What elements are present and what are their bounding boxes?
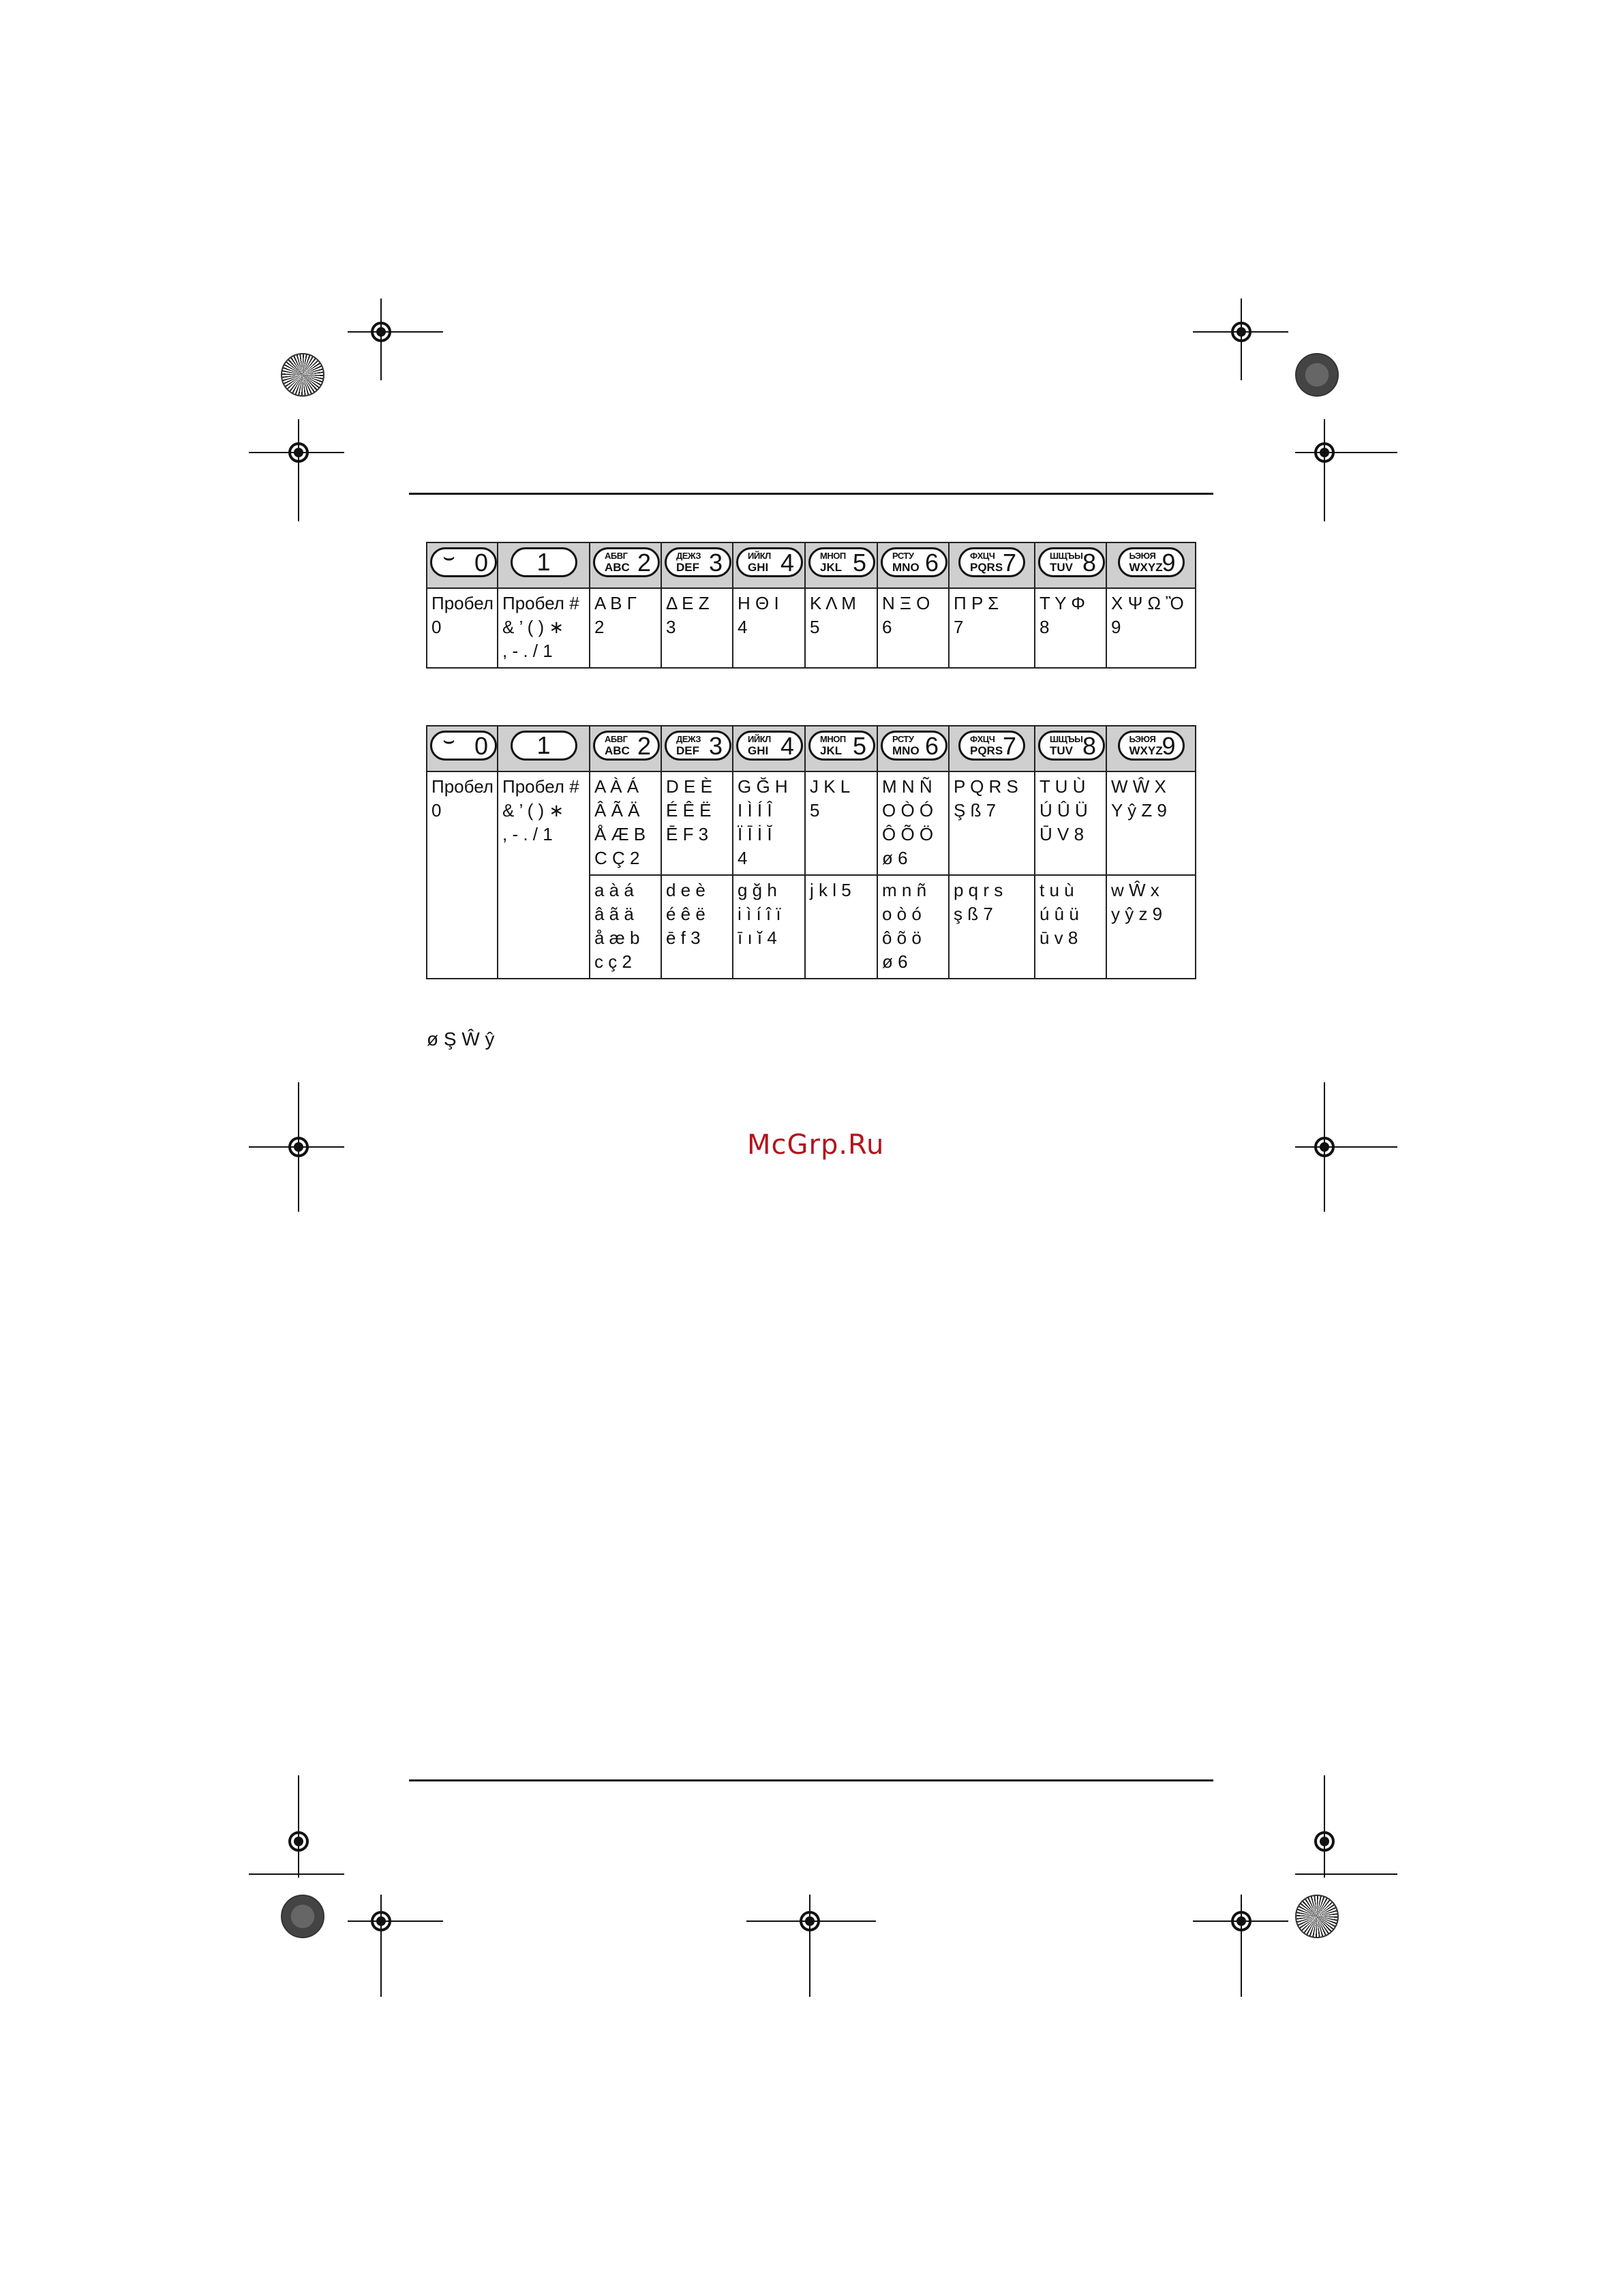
char-cell: [949, 588, 1035, 668]
uppercase-char-cell: [877, 771, 949, 875]
lowercase-char-cell: [590, 875, 661, 979]
char-line: Δ Ε Ζ: [666, 593, 710, 613]
key-latin-letters: GHI: [748, 561, 769, 574]
key-digit: 1: [536, 731, 551, 759]
key-cyrillic-letters: РСТУ: [892, 734, 914, 744]
key-cyrillic-letters: РСТУ: [892, 551, 914, 561]
key-digit: 4: [780, 732, 794, 760]
char-line: Ï Ī İ Ĭ: [738, 824, 772, 844]
key-header-cell: [877, 542, 949, 588]
lowercase-char-cell: [805, 875, 877, 979]
key-latin-letters: DEF: [676, 561, 699, 574]
key-digit: 2: [637, 732, 651, 760]
uppercase-char-cell: [949, 771, 1035, 875]
key-latin-letters: PQRS: [970, 561, 1003, 574]
char-line: ş ß 7: [954, 904, 993, 924]
char-line: Пробел: [431, 776, 494, 797]
key-cyrillic-letters: ФХЦЧ: [970, 734, 995, 744]
char-line: w Ŵ x: [1111, 880, 1159, 900]
key-header-cell: [733, 542, 805, 588]
uppercase-char-cell: [805, 771, 877, 875]
space-icon: ⌣: [443, 730, 455, 750]
char-line: É Ê Ë: [666, 800, 712, 821]
key-latin-letters: JKL: [820, 744, 843, 757]
top-rule: [409, 493, 1213, 495]
char-cell: [590, 588, 661, 668]
char-line: A À Á: [594, 776, 639, 797]
key-header-cell: [498, 726, 590, 771]
char-line: 0: [431, 617, 442, 637]
char-line: Ē F 3: [666, 824, 709, 844]
keypad-key-icon: [958, 547, 1025, 577]
char-line: ē f 3: [666, 928, 701, 948]
char-line: o ò ó: [882, 904, 922, 924]
char-line: Пробел: [431, 593, 494, 613]
lowercase-char-cell: [661, 875, 733, 979]
char-line: Η Θ Ι: [738, 593, 779, 613]
char-line: t u ù: [1040, 880, 1074, 900]
char-line: å æ b: [594, 928, 640, 948]
key-digit: 8: [1082, 732, 1096, 760]
char-line: Ν Ξ Ο: [882, 593, 930, 613]
key-header-cell: [805, 726, 877, 771]
key-digit: 6: [924, 549, 939, 577]
key-latin-letters: TUV: [1050, 744, 1073, 757]
char-line: Ú Û Ü: [1040, 800, 1088, 821]
keypad-key-icon: [665, 547, 731, 577]
char-line: 5: [810, 617, 820, 637]
char-line: é ê ë: [666, 904, 706, 924]
key-header-cell: [427, 542, 498, 588]
lowercase-char-cell: [1035, 875, 1106, 979]
char-line: ū v 8: [1040, 928, 1078, 948]
char-line: 4: [738, 617, 748, 637]
keypad-key-icon: [430, 731, 497, 761]
char-line: M N Ñ: [882, 776, 932, 797]
char-line: 0: [431, 800, 442, 821]
key-latin-letters: WXYZ: [1129, 744, 1163, 757]
char-line: P Q R S: [954, 776, 1018, 797]
char-line: ø 6: [882, 848, 908, 868]
key-header-cell: [661, 542, 733, 588]
char-line: G Ğ H: [738, 776, 788, 797]
char-line: & ’ ( ) ∗: [502, 800, 564, 821]
lowercase-char-cell: [1106, 875, 1196, 979]
key-cyrillic-letters: ЬЭЮЯ: [1129, 551, 1156, 561]
key-header-cell: [733, 726, 805, 771]
char-line: Å Æ B: [594, 824, 646, 844]
char-line: 4: [738, 848, 748, 868]
key-cyrillic-letters: ЬЭЮЯ: [1129, 734, 1156, 744]
char-line: 7: [954, 617, 964, 637]
keypad-key-icon: [881, 731, 947, 761]
key-cyrillic-letters: ШЩЪЫ: [1050, 551, 1083, 561]
print-rosette: [281, 1895, 324, 1938]
char-cell: [1106, 588, 1196, 668]
uppercase-char-cell: [590, 771, 661, 875]
keypad-key-icon: [511, 547, 577, 577]
key-digit: 7: [1002, 549, 1016, 577]
char-line: Α Β Γ: [594, 593, 637, 613]
char-line: T U Ù: [1040, 776, 1086, 797]
keypad-key-icon: [1038, 547, 1105, 577]
char-line: d e è: [666, 880, 706, 900]
keypad-key-icon: [511, 731, 577, 761]
key-digit: 0: [474, 732, 488, 760]
char-line: D E È: [666, 776, 712, 797]
key-cyrillic-letters: ДЕЖЗ: [676, 734, 701, 744]
key-cyrillic-letters: МНОП: [820, 551, 846, 561]
key-header-cell: [498, 542, 590, 588]
key-cyrillic-letters: ИЙКЛ: [748, 734, 771, 744]
keypad-key-icon: [1038, 731, 1105, 761]
char-line: 5: [810, 800, 820, 821]
key-digit: 3: [708, 732, 723, 760]
key-header-cell: [590, 726, 661, 771]
key-digit: 2: [637, 549, 651, 577]
char-line: 3: [666, 617, 676, 637]
key-digit: 8: [1082, 549, 1096, 577]
char-line: W Ŵ X: [1111, 776, 1166, 797]
key-digit: 6: [924, 732, 939, 760]
lowercase-char-cell: [949, 875, 1035, 979]
char-line: Ô Õ Ö: [882, 824, 934, 844]
key-header-cell: [1106, 542, 1196, 588]
uppercase-char-cell: [427, 771, 498, 979]
char-line: m n ñ: [882, 880, 927, 900]
key-header-cell: [1035, 542, 1106, 588]
uppercase-char-cell: [661, 771, 733, 875]
char-line: Пробел #: [502, 776, 579, 797]
key-digit: 4: [780, 549, 794, 577]
greek-character-table: [426, 542, 1196, 669]
key-digit: 3: [708, 549, 723, 577]
lowercase-char-cell: [733, 875, 805, 979]
char-cell: [661, 588, 733, 668]
char-line: C Ç 2: [594, 848, 640, 868]
key-header-cell: [949, 726, 1035, 771]
key-latin-letters: ABC: [605, 744, 630, 757]
key-digit: 9: [1162, 549, 1176, 577]
keypad-key-icon: [808, 731, 875, 761]
char-cell: [877, 588, 949, 668]
char-line: Τ Υ Φ: [1040, 593, 1086, 613]
keypad-key-icon: [736, 731, 803, 761]
key-digit: 1: [536, 548, 551, 576]
key-latin-letters: PQRS: [970, 744, 1003, 757]
char-line: 9: [1111, 617, 1121, 637]
char-line: ī ı ĭ 4: [738, 928, 777, 948]
latin-character-table: [426, 725, 1196, 979]
char-line: , - . / 1: [502, 824, 553, 844]
key-latin-letters: JKL: [820, 561, 843, 574]
char-line: 8: [1040, 617, 1050, 637]
key-latin-letters: ABC: [605, 561, 630, 574]
keypad-key-icon: [665, 731, 731, 761]
uppercase-char-cell: [1035, 771, 1106, 875]
char-line: J K L: [810, 776, 851, 797]
char-line: Y ŷ Z 9: [1111, 800, 1167, 821]
keypad-key-icon: [1118, 547, 1185, 577]
key-latin-letters: MNO: [892, 561, 920, 574]
print-rosette: [281, 353, 324, 397]
char-cell: [805, 588, 877, 668]
char-line: ô õ ö: [882, 928, 922, 948]
char-line: Пробел #: [502, 593, 579, 613]
key-latin-letters: WXYZ: [1129, 561, 1163, 574]
char-line: Χ Ψ Ω Ὂ: [1111, 593, 1184, 613]
char-line: O Ò Ó: [882, 800, 934, 821]
char-line: ø 6: [882, 951, 908, 972]
key-latin-letters: GHI: [748, 744, 769, 757]
char-line: 2: [594, 617, 605, 637]
char-line: c ç 2: [594, 951, 632, 972]
key-header-cell: [661, 726, 733, 771]
char-line: & ’ ( ) ∗: [502, 617, 564, 637]
keypad-key-icon: [593, 547, 660, 577]
char-line: y ŷ z 9: [1111, 904, 1163, 924]
key-digit: 7: [1002, 732, 1016, 760]
key-digit: 9: [1162, 732, 1176, 760]
char-line: â ã ä: [594, 904, 634, 924]
char-line: g ğ h: [738, 880, 777, 900]
char-cell: [498, 588, 590, 668]
key-latin-letters: DEF: [676, 744, 699, 757]
key-cyrillic-letters: ФХЦЧ: [970, 551, 995, 561]
uppercase-char-cell: [1106, 771, 1196, 875]
char-line: Ū V 8: [1040, 824, 1084, 844]
char-line: Κ Λ Μ: [810, 593, 856, 613]
watermark: McGrp.Ru: [747, 1129, 885, 1161]
key-latin-letters: MNO: [892, 744, 920, 757]
key-header-cell: [877, 726, 949, 771]
char-line: i ì í î ï: [738, 904, 781, 924]
key-digit: 0: [474, 549, 488, 577]
char-cell: [1035, 588, 1106, 668]
char-line: Π Ρ Σ: [954, 593, 999, 613]
keypad-key-icon: [881, 547, 947, 577]
key-cyrillic-letters: ИЙКЛ: [748, 551, 771, 561]
keypad-key-icon: [736, 547, 803, 577]
key-cyrillic-letters: ДЕЖЗ: [676, 551, 701, 561]
key-header-cell: [590, 542, 661, 588]
bottom-rule: [409, 1779, 1213, 1781]
special-characters-footnote: ø Ş Ŵ ŷ: [427, 1028, 495, 1050]
space-icon: ⌣: [443, 547, 455, 567]
key-digit: 5: [852, 549, 866, 577]
char-line: Ş ß 7: [954, 800, 997, 821]
keypad-key-icon: [430, 547, 497, 577]
char-line: Â Ã Ä: [594, 800, 640, 821]
key-latin-letters: TUV: [1050, 561, 1073, 574]
char-line: , - . / 1: [502, 641, 553, 661]
key-header-cell: [949, 542, 1035, 588]
key-header-cell: [1035, 726, 1106, 771]
keypad-key-icon: [958, 731, 1025, 761]
key-header-cell: [805, 542, 877, 588]
key-digit: 5: [852, 732, 866, 760]
keypad-key-icon: [593, 731, 660, 761]
lowercase-char-cell: [877, 875, 949, 979]
key-header-cell: [1106, 726, 1196, 771]
char-cell: [427, 588, 498, 668]
uppercase-char-cell: [733, 771, 805, 875]
keypad-key-icon: [808, 547, 875, 577]
char-line: a à á: [594, 880, 634, 900]
print-rosette: [1295, 353, 1339, 397]
char-line: p q r s: [954, 880, 1003, 900]
char-line: I Ì Í Î: [738, 800, 772, 821]
key-cyrillic-letters: АБВГ: [605, 734, 628, 744]
char-line: ú û ü: [1040, 904, 1079, 924]
char-line: 6: [882, 617, 892, 637]
key-cyrillic-letters: АБВГ: [605, 551, 628, 561]
char-line: j k l 5: [810, 880, 851, 900]
key-cyrillic-letters: ШЩЪЫ: [1050, 734, 1083, 744]
key-cyrillic-letters: МНОП: [820, 734, 846, 744]
char-cell: [733, 588, 805, 668]
print-rosette: [1295, 1895, 1339, 1938]
keypad-key-icon: [1118, 731, 1185, 761]
uppercase-char-cell: [498, 771, 590, 979]
key-header-cell: [427, 726, 498, 771]
